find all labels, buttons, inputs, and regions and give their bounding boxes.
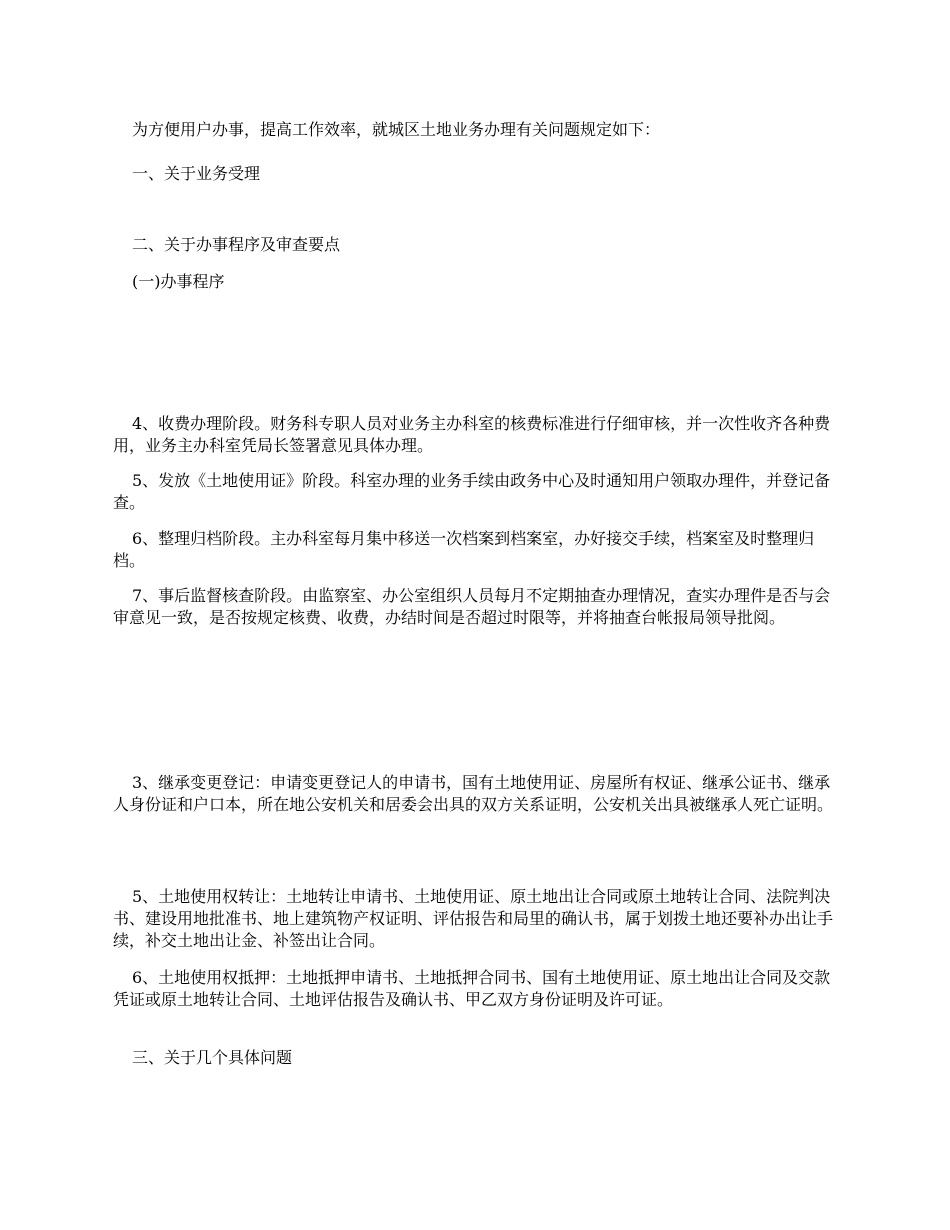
paragraph-archive-stage: 6、整理归档阶段。主办科室每月集中移送一次档案到档案室，办好接交手续，档案室及时整理归档。 bbox=[113, 529, 815, 570]
intro-paragraph: 为方便用户办事，提高工作效率，就城区土地业务办理有关问题规定如下： bbox=[132, 120, 661, 139]
paragraph-supervision-stage: 7、事后监督核查阶段。由监察室、办公室组织人员每月不定期抽查办理情况，查实办理件是否与会审意见一致，是否按规定核费、收费，办结时间是否超过时限等，并将抽查台帐报局领导批阅。 bbox=[113, 586, 831, 627]
subsection-heading-procedures: (一)办事程序 bbox=[132, 272, 225, 291]
paragraph-fee-stage: 4、收费办理阶段。财务科专职人员对业务主办科室的核费标准进行仔细审核，并一次性收齐各种费用，业务主办科室凭局长签署意见具体办理。 bbox=[113, 414, 831, 455]
section-heading-specific-issues: 三、关于几个具体问题 bbox=[132, 1048, 293, 1067]
section-heading-procedures: 二、关于办事程序及审查要点 bbox=[132, 235, 341, 254]
paragraph-certificate-stage: 5、发放《土地使用证》阶段。科室办理的业务手续由政务中心及时通知用户领取办理件，并登记备查。 bbox=[113, 471, 831, 512]
section-heading-business-acceptance: 一、关于业务受理 bbox=[132, 164, 261, 183]
paragraph-land-transfer: 5、土地使用权转让：土地转让申请书、土地使用证、原土地出让合同或原土地转让合同、法院判决书、建设用地批准书、地上建筑物产权证明、评估报告和局里的确认书，属于划拨土地还要补办出让手续，补交土地出让金、补签出让合同。 bbox=[113, 887, 834, 950]
paragraph-inheritance-registration: 3、继承变更登记：申请变更登记人的申请书，国有土地使用证、房屋所有权证、继承公证书、继承人身份证和户口本，所在地公安机关和居委会出具的双方关系证明，公安机关出具被继承人死亡证明。 bbox=[113, 773, 834, 814]
paragraph-land-mortgage: 6、土地使用权抵押：土地抵押申请书、土地抵押合同书、国有土地使用证、原土地出让合同及交款凭证或原土地转让合同、土地评估报告及确认书、甲乙双方身份证明及许可证。 bbox=[113, 968, 831, 1009]
